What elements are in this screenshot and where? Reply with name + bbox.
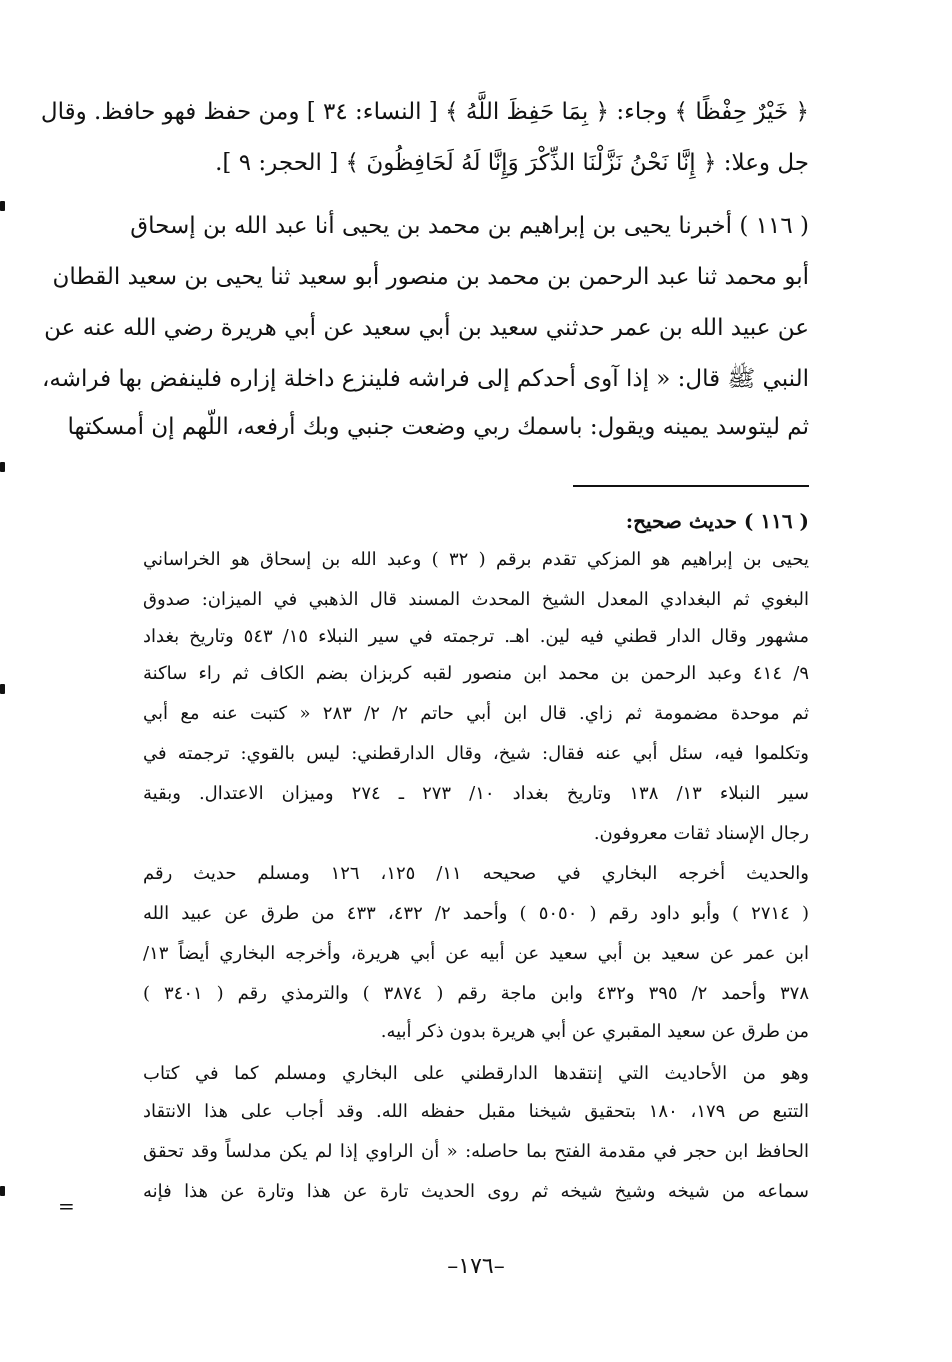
margin-mark: [0, 684, 5, 694]
margin-mark: [0, 1186, 5, 1196]
main-text-line: ثم ليتوسد يمينه ويقول: باسمك ربي وضعت جنبي وبك أرفعه، اللّهم إن أمسكتها: [67, 414, 809, 440]
footnote-line: والحديث أخرجه البخاري في صحيحه ١١/ ١٢٥، ١٢٦ ومسلم حديث رقم: [143, 863, 809, 884]
footnote-line: ثم موحدة مضمومة ثم زاي. قال ابن أبي حاتم ٢/ ٢/ ٢٨٣ « كتبت عنه مع أبي: [143, 703, 809, 724]
footnote-line: ابن عمر عن سعيد بن أبي سعيد عن أبيه عن أبي هريرة، وأخرجه البخاري أيضاً ١٣/: [143, 943, 809, 964]
footnote-line: الحافظ ابن حجر في مقدمة الفتح بما حاصله: « أن الراوي إذا لم يكن مدلساً وقد تحقق: [143, 1141, 809, 1162]
main-text-line: جل وعلا: ﴿ إِنَّا نَحْنُ نَزَّلْنَا الذِّكْرَ وَإِنَّا لَهُ لَحَافِظُونَ ﴾ [ الحجر: ٩ ].: [215, 150, 809, 176]
footnote-heading: ( ١١٦ ) حديث صحيح:: [625, 509, 809, 533]
footnote-line: سير النبلاء ١٣/ ١٣٨ وتاريخ بغداد ١٠/ ٢٧٣ ـ ٢٧٤ وميزان الاعتدال. وبقية: [143, 783, 809, 804]
footnote-line: البغوي ثم البغدادي المعدل الشيخ المحدث المسند قال الذهبي في الميزان: صدوق: [143, 589, 809, 610]
footnote-line: ٩/ ٤١٤ وعبد الرحمن بن محمد ابن منصور لقبه كربزان بضم الكاف ثم راء ساكنة: [143, 663, 809, 684]
footnote-line: مشهور وقال الدار قطني فيه لين. اهـ. ترجمته في سير النبلاء ١٥/ ٥٤٣ وتاريخ بغداد: [143, 626, 809, 647]
footnote-line: وهو من الأحاديث التي إنتقدها الدارقطني على البخاري ومسلم كما في كتاب: [143, 1063, 809, 1084]
footnote-line: سماعه من شيخه وشيخ شيخه ثم روى الحديث تارة عن هذا وتارة عن هذا فإنه: [143, 1181, 809, 1202]
margin-mark: [0, 462, 5, 472]
main-text-line: عن عبيد الله بن عمر حدثني سعيد بن أبي سعيد عن أبي هريرة رضي الله عنه عن: [44, 315, 809, 341]
continuation-mark: =: [58, 1194, 75, 1218]
footnote-line: يحيى بن إبراهيم هو المزكي تقدم برقم ( ٣٢ ) وعبد الله بن إسحاق هو الخراساني: [143, 549, 809, 570]
footnote-separator: [573, 485, 809, 487]
footnote-line: وتكلموا فيه، سئل أبي عنه فقال: شيخ، وقال الدارقطني: ليس بالقوي: ترجمته في: [143, 743, 809, 764]
footnote-line: ٣٧٨ وأحمد ٢/ ٣٩٥ و٤٣٢ وابن ماجة رقم ( ٣٨٧٤ ) والترمذي رقم ( ٣٤٠١ ): [143, 983, 810, 1004]
footnote-line: رجال الإسناد ثقات معروفون.: [593, 823, 809, 844]
main-text-line: ﴿ خَيْرٌ حِفْظًا ﴾ وجاء: ﴿ بِمَا حَفِظَ اللَّهُ ﴾ [ النساء: ٣٤ ] ومن حفظ فهو حافظ. وقال: [40, 99, 809, 125]
footnote-line: ( ٢٧١٤ ) وأبو داود رقم ( ٥٠٥٠ ) وأحمد ٢/ ٤٣٢، ٤٣٣ من طرق عن عبيد الله: [143, 903, 809, 924]
footnote-line: من طرق عن سعيد المقبري عن أبي هريرة بدون ذكر أبيه.: [380, 1021, 809, 1042]
hadith-116-opening: ( ١١٦ ) أخبرنا يحيى بن إبراهيم بن محمد بن يحيى أنا عبد الله بن إسحاق: [130, 213, 809, 239]
main-text-line: النبي ﷺ قال: « إذا آوى أحدكم إلى فراشه فلينزع داخلة إزاره فلينفض بها فراشه،: [42, 366, 809, 392]
footnote-line: التتبع ص ١٧٩، ١٨٠ بتحقيق شيخنا مقبل حفظه الله. وقد أجاب على هذا الانتقاد: [143, 1101, 809, 1122]
main-text-line: أبو محمد ثنا عبد الرحمن بن محمد بن منصور أبو سعيد ثنا يحيى بن سعيد القطان: [52, 264, 809, 290]
margin-mark: [0, 201, 5, 211]
page-number: –١٧٦–: [447, 1254, 505, 1279]
